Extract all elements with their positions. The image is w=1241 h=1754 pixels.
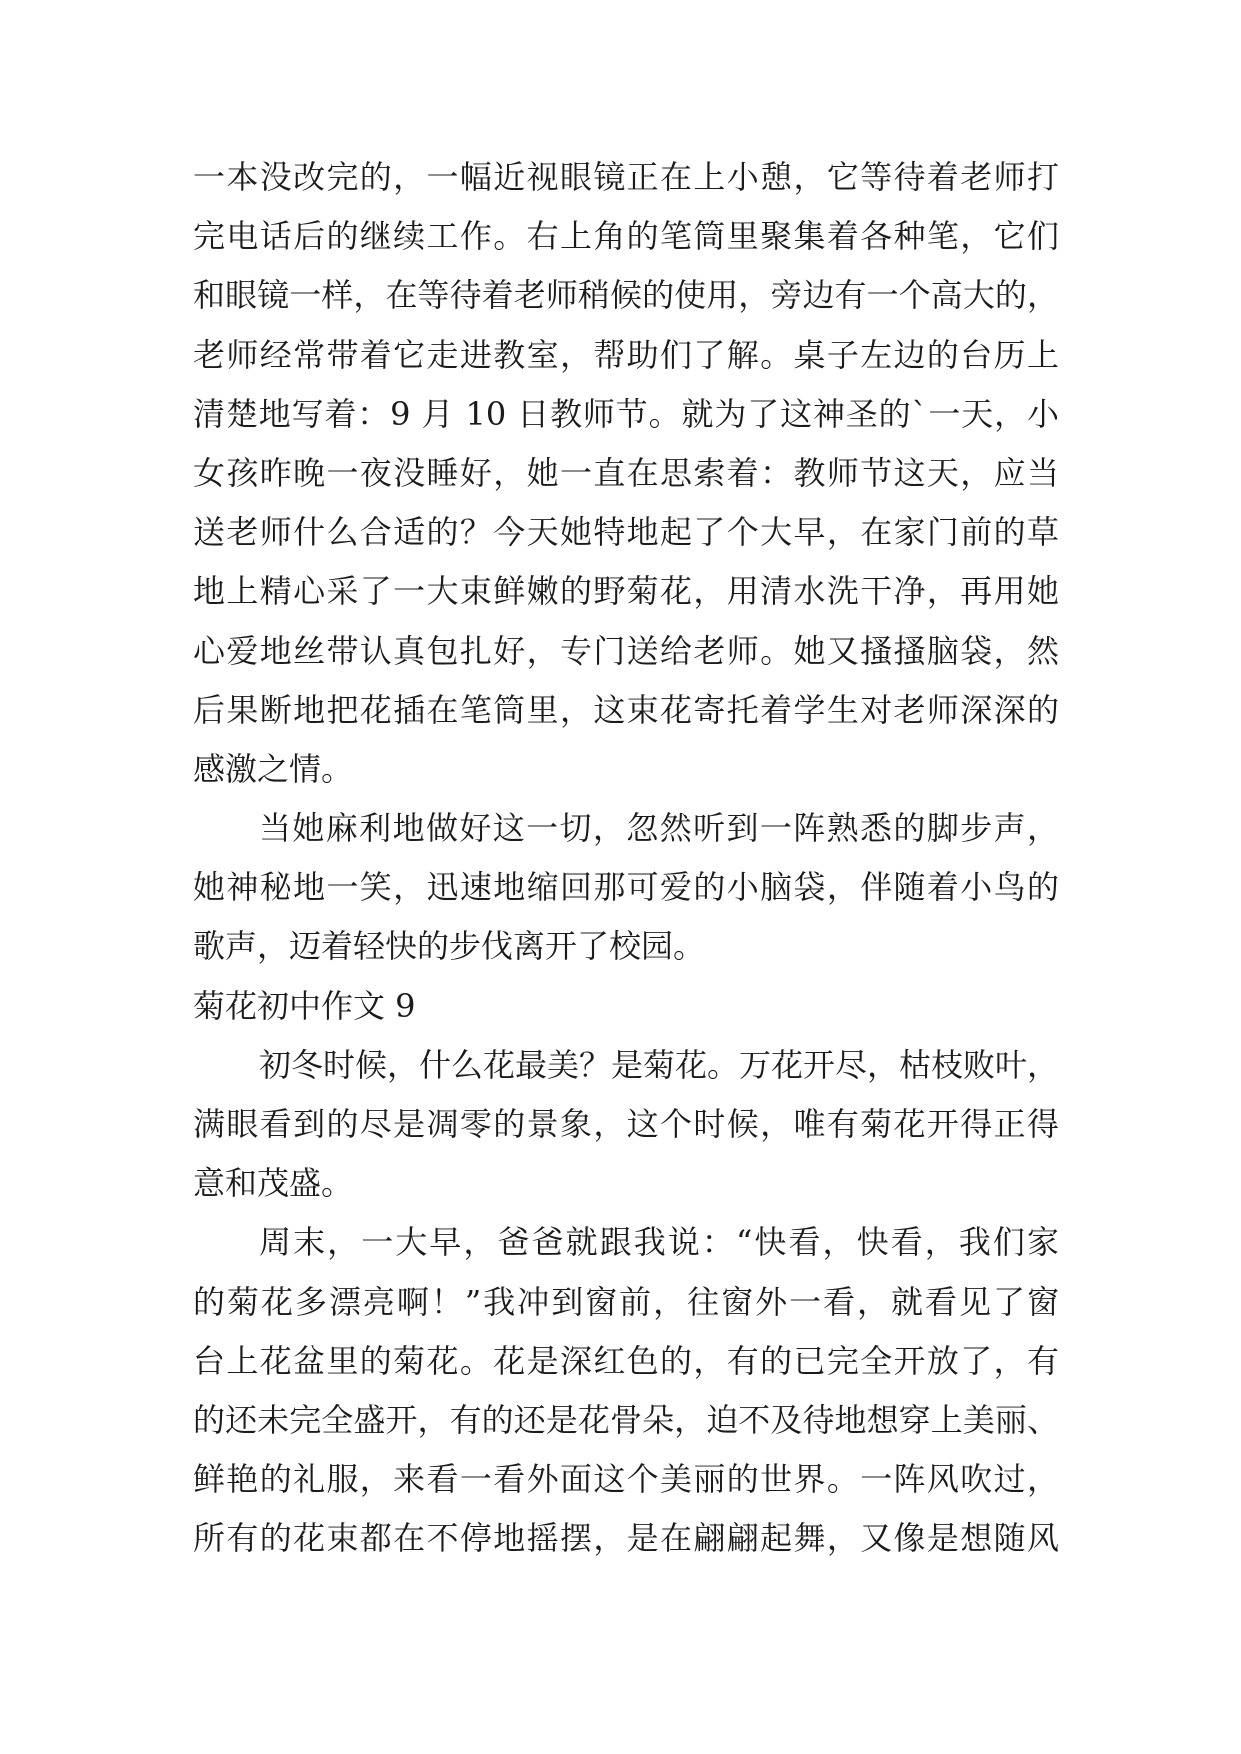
text-line: 的菊花多漂亮啊！”我冲到窗前，往窗外一看，就看见了窗 bbox=[193, 1282, 1059, 1321]
text-line: 满眼看到的尽是凋零的景象，这个时候，唯有菊花开得正得 bbox=[193, 1105, 1059, 1143]
text-line: 初冬时候，什么花最美？是菊花。万花开尽，枯枝败叶， bbox=[259, 1045, 1060, 1084]
text-line: 和眼镜一样，在等待着老师稍候的使用，旁边有一个高大的， bbox=[193, 276, 1059, 315]
paragraph bbox=[193, 1036, 1059, 1214]
document-body bbox=[193, 148, 1059, 1569]
paragraph bbox=[193, 799, 1059, 977]
text-line: 歌声，迈着轻快的步伐离开了校园。 bbox=[193, 927, 706, 966]
text-line: 女孩昨晚一夜没睡好，她一直在思索着：教师节这天，应当 bbox=[193, 453, 1059, 492]
text-line: 鲜艳的礼服，来看一看外面这个美丽的世界。一阵风吹过， bbox=[193, 1460, 1059, 1499]
text-line: 她神秘地一笑，迅速地缩回那可爱的小脑袋，伴随着小鸟的 bbox=[193, 868, 1059, 907]
text-line: 老师经常带着它走进教室，帮助们了解。桌子左边的台历上 bbox=[193, 335, 1059, 374]
text-line: 台上花盆里的菊花。花是深红色的，有的已完全开放了，有 bbox=[193, 1341, 1059, 1380]
text-line: 地上精心采了一大束鲜嫩的野菊花，用清水洗干净，再用她 bbox=[193, 572, 1059, 611]
text-line: 周末，一大早，爸爸就跟我说：“快看，快看，我们家 bbox=[259, 1223, 1059, 1262]
text-line: 后果断地把花插在笔筒里，这束花寄托着学生对老师深深的 bbox=[193, 690, 1059, 729]
text-line: 意和茂盛。 bbox=[193, 1164, 354, 1203]
text-line: 清楚地写着：9 月 10 日教师节。就为了这神圣的`一天，小 bbox=[193, 394, 1059, 433]
text-line: 送老师什么合适的？今天她特地起了个大早，在家门前的草 bbox=[193, 513, 1059, 552]
text-line: 所有的花束都在不停地摇摆，是在翩翩起舞，又像是想随风 bbox=[193, 1519, 1059, 1558]
paragraph bbox=[193, 1213, 1059, 1568]
text-line: 一本没改完的，一幅近视眼镜正在上小憩，它等待着老师打 bbox=[193, 158, 1059, 196]
text-line: 当她麻利地做好这一切，忽然听到一阵熟悉的脚步声， bbox=[259, 809, 1059, 848]
text-line: 完电话后的继续工作。右上角的笔筒里聚集着各种笔，它们 bbox=[193, 217, 1059, 256]
paragraph-continued bbox=[193, 148, 1059, 799]
text-line: 的还未完全盛开，有的还是花骨朵，迫不及待地想穿上美丽、 bbox=[193, 1400, 1059, 1439]
text-line: 感激之情。 bbox=[193, 749, 354, 788]
text-line: 心爱地丝带认真包扎好，专门送给老师。她又搔搔脑袋，然 bbox=[193, 631, 1059, 670]
section-heading: 菊花初中作文 9 bbox=[193, 986, 416, 1025]
